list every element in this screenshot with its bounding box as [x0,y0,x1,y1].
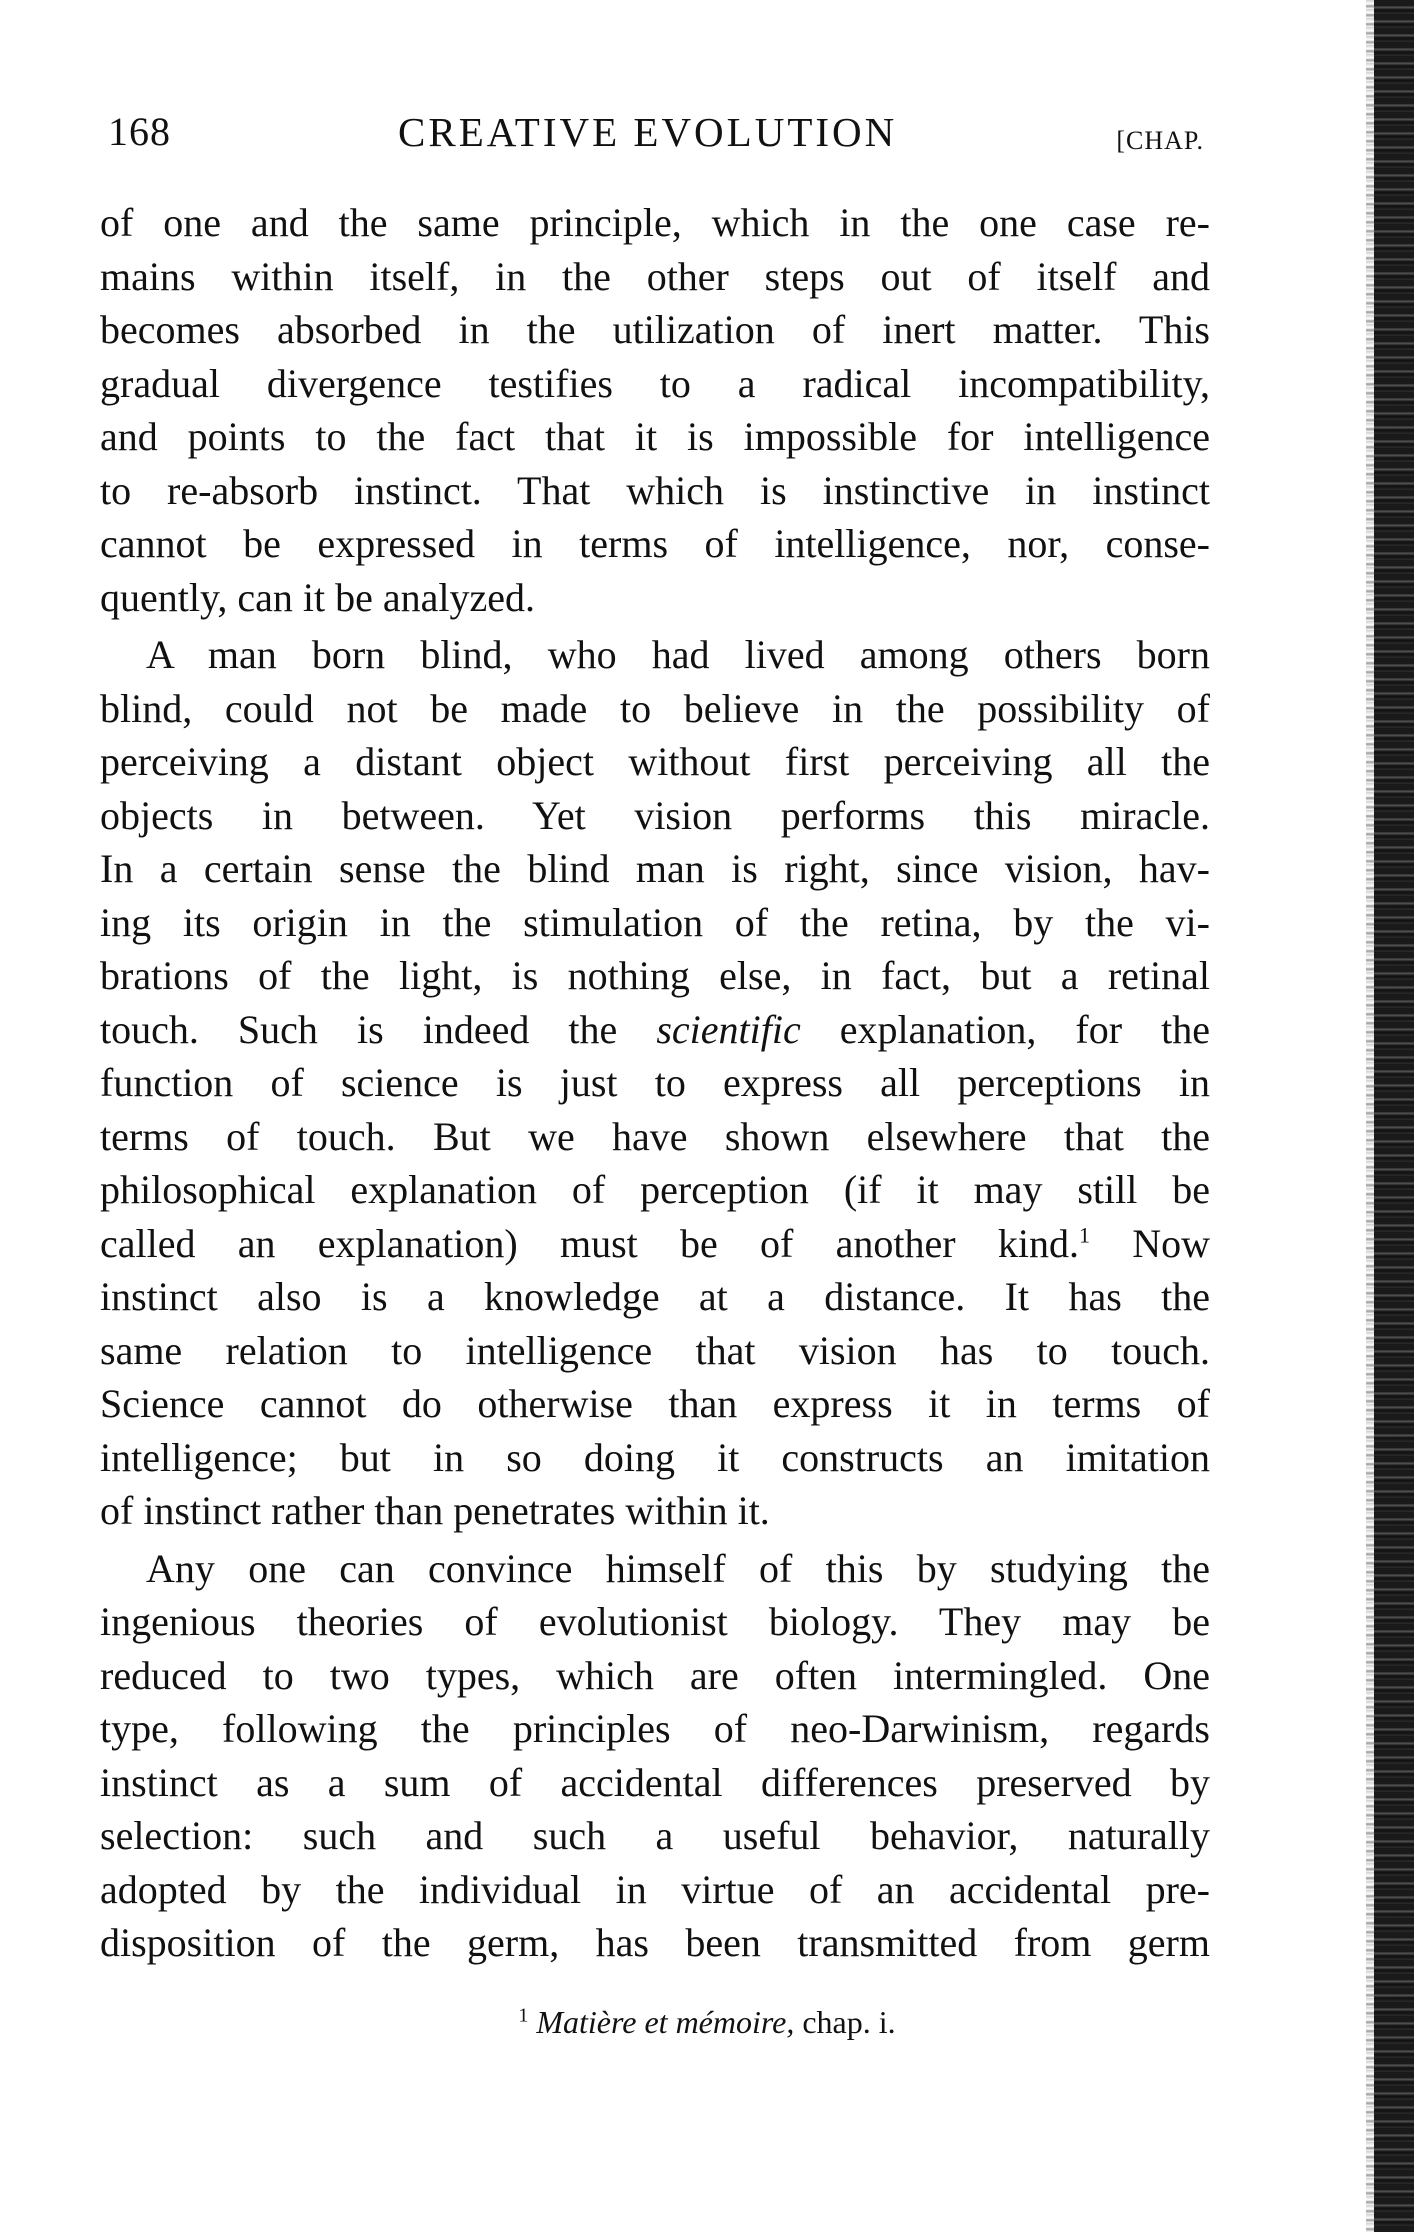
footnote-marker: 1 [518,2004,529,2027]
text-line: A man born blind, who had lived among others born [146,632,1210,677]
text-line: perceiving a distant object without first perceiving all the [100,739,1210,784]
text-line: intelligence; but in so doing it constructs an imitation [100,1434,1210,1480]
text-segment: Now [1089,1220,1210,1266]
book-spine [1374,0,1414,2232]
text-segment: called an explanation) must be of another kind. [100,1220,1079,1266]
text-line: and points to the fact that it is impossible for intelligence [100,414,1210,459]
text-line: to re-absorb instinct. That which is instinctive in instinct [100,467,1210,513]
text-line: disposition of the germ, has been transmitted from germ [100,1920,1210,1965]
body-text [100,196,1210,1970]
footnote-text: chap. i. [794,2004,896,2040]
text-line: mains within itself, in the other steps out of itself and [100,253,1210,299]
text-line: reduced to two types, which are often intermingled. One [100,1652,1210,1698]
page-edge [1366,0,1374,2232]
running-title: CREATIVE EVOLUTION [398,109,898,155]
text-line: function of science is just to express all perceptions in [100,1060,1210,1105]
text-line: In a certain sense the blind man is right, since vision, hav- [100,846,1210,891]
text-line: gradual divergence testifies to a radical incompatibility, [100,360,1210,406]
text-line: instinct as a sum of accidental differences preserved by [100,1759,1210,1805]
text-line [100,1217,1210,1271]
text-line: selection: such and such a useful behavior, naturally [100,1813,1210,1858]
running-header [108,108,1204,164]
text-line: becomes absorbed in the utilization of inert matter. This [100,307,1210,352]
text-line: blind, could not be made to believe in the possibility of [100,685,1210,731]
text-line: cannot be expressed in terms of intelligence, nor, conse- [100,521,1210,566]
text-segment: explanation, for the [800,1006,1210,1052]
text-line: terms of touch. But we have shown elsewhere that the [100,1113,1210,1159]
text-line: philosophical explanation of perception (if it may still be [100,1167,1210,1212]
footnote-title: Matière et mémoire, [536,2004,795,2040]
text-line: ing its origin in the stimulation of the retina, by the vi- [100,899,1210,945]
text-line [100,1003,1210,1057]
footnote-reference[interactable]: 1 [1078,1222,1090,1248]
text-line: Any one can convince himself of this by studying the [146,1545,1210,1591]
footnote [0,2004,1414,2041]
text-segment: touch. Such is indeed the [100,1006,657,1052]
text-line: of one and the same principle, which in the one case re- [100,200,1210,245]
page-number: 168 [108,109,171,154]
text-line: Science cannot do otherwise than express it in terms of [100,1381,1210,1426]
text-line: brations of the light, is nothing else, in fact, but a retinal [100,953,1210,998]
text-line: type, following the principles of neo-Darwinism, regards [100,1706,1210,1751]
paragraph [100,628,1210,1538]
text-line: of instinct rather than penetrates within it. [100,1488,770,1533]
paragraph [100,196,1210,624]
text-line: same relation to intelligence that vision has to touch. [100,1327,1210,1373]
italic-term: scientific [656,1006,801,1052]
paragraph [100,1542,1210,1970]
text-line: objects in between. Yet vision performs this miracle. [100,792,1210,838]
text-line: instinct also is a knowledge at a distance. It has the [100,1274,1210,1319]
text-line: ingenious theories of evolutionist biology. They may be [100,1599,1210,1644]
text-line: adopted by the individual in virtue of an accidental pre- [100,1866,1210,1912]
text-line: quently, can it be analyzed. [100,574,535,620]
chapter-label: [CHAP. [1116,126,1204,155]
